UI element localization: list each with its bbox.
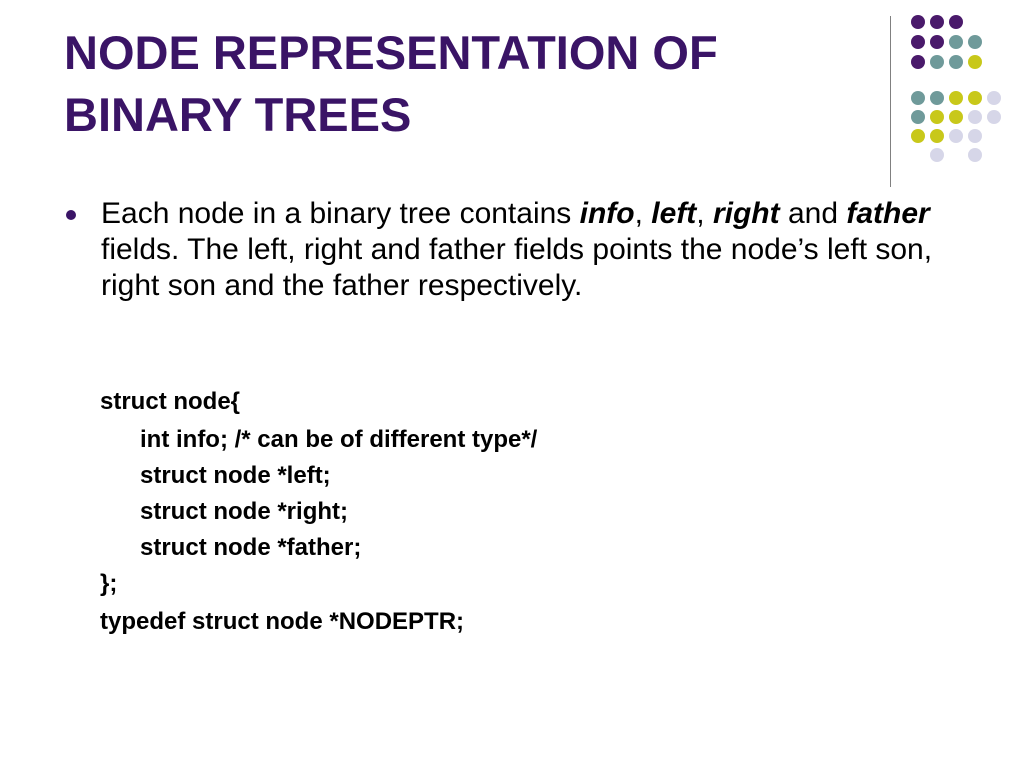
decorative-dot bbox=[930, 15, 944, 29]
decorative-dot bbox=[930, 35, 944, 49]
code-line: struct node *left; bbox=[140, 462, 331, 489]
decorative-dot bbox=[911, 55, 925, 69]
decorative-dot bbox=[968, 148, 982, 162]
decorative-dot bbox=[968, 91, 982, 105]
bullet-separator-1: , bbox=[634, 197, 652, 230]
bullet-separator-2: , bbox=[696, 197, 713, 230]
decorative-dot bbox=[968, 110, 982, 124]
decorative-dot bbox=[949, 110, 963, 124]
bullet-text bbox=[101, 196, 951, 304]
decorative-dot bbox=[949, 129, 963, 143]
decorative-dot-grid bbox=[0, 0, 1024, 200]
decorative-dot bbox=[949, 91, 963, 105]
bullet-dot-icon bbox=[66, 210, 76, 220]
decorative-dot bbox=[987, 91, 1001, 105]
decorative-dot bbox=[911, 110, 925, 124]
decorative-dot bbox=[930, 148, 944, 162]
decorative-dot bbox=[987, 110, 1001, 124]
decorative-dot bbox=[968, 35, 982, 49]
bullet-text-part-3: fields. The left, right and father fields points the node’s left son, right son and the father respectively. bbox=[101, 233, 933, 302]
decorative-dot bbox=[930, 55, 944, 69]
code-line: typedef struct node *NODEPTR; bbox=[100, 608, 465, 635]
bullet-text-part-2: and bbox=[779, 197, 847, 230]
keyword-left: left bbox=[651, 197, 697, 230]
slide-title-line-1: NODE REPRESENTATION OF bbox=[64, 26, 718, 79]
code-line: struct node *right; bbox=[140, 498, 348, 525]
decorative-dot bbox=[911, 91, 925, 105]
decorative-dot bbox=[911, 35, 925, 49]
code-line: struct node{ bbox=[100, 388, 241, 415]
decorative-dot bbox=[968, 55, 982, 69]
bullet-text-part-1: Each node in a binary tree contains bbox=[101, 197, 580, 230]
code-line: int info; /* can be of different type*/ bbox=[140, 426, 538, 453]
slide-title-line-2: BINARY TREES bbox=[64, 88, 412, 141]
decorative-dot bbox=[930, 91, 944, 105]
keyword-right: right bbox=[712, 197, 780, 230]
decorative-dot bbox=[911, 129, 925, 143]
code-line: }; bbox=[100, 570, 118, 597]
decorative-dot bbox=[949, 35, 963, 49]
decorative-dot bbox=[911, 15, 925, 29]
decorative-dot bbox=[949, 55, 963, 69]
decorative-dot bbox=[930, 129, 944, 143]
decorative-dot bbox=[930, 110, 944, 124]
decorative-dot bbox=[949, 15, 963, 29]
keyword-father: father bbox=[846, 197, 930, 230]
decorative-dot bbox=[968, 129, 982, 143]
keyword-info: info bbox=[579, 197, 635, 230]
code-line: struct node *father; bbox=[140, 534, 362, 561]
